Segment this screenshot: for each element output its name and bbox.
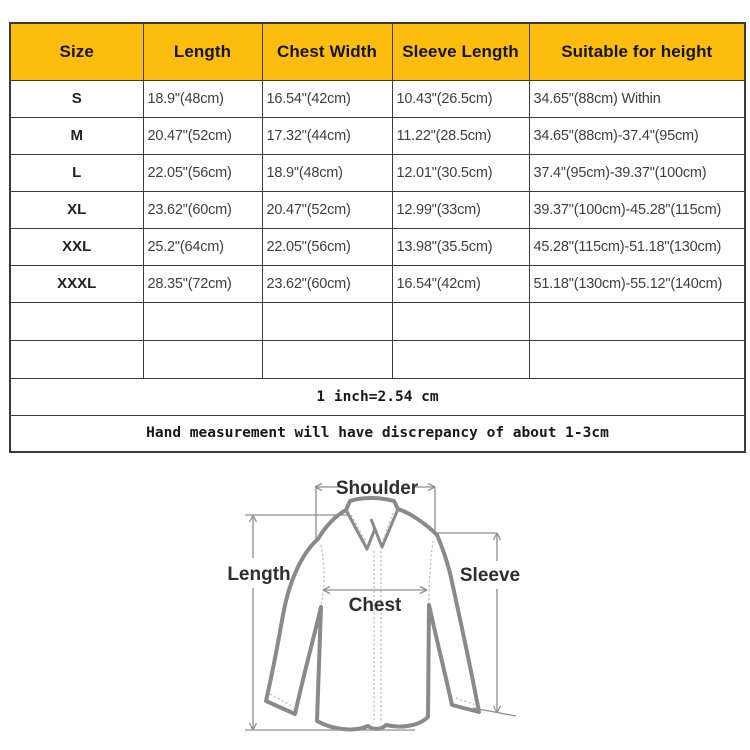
empty-cell — [10, 302, 143, 340]
chest-width-value: 17.32"(44cm) — [262, 117, 392, 154]
shirt-diagram-canvas — [0, 455, 750, 750]
height-range-value: 37.4"(95cm)-39.37"(100cm) — [529, 154, 745, 191]
empty-cell — [10, 340, 143, 378]
table-row-xxl — [10, 228, 745, 265]
table-row-xl — [10, 191, 745, 228]
table-row-empty — [10, 340, 745, 378]
shoulder-label: Shoulder — [335, 478, 419, 499]
shirt-measurement-diagram — [0, 455, 750, 750]
chest-width-value: 20.47"(52cm) — [262, 191, 392, 228]
inch-conversion-note: 1 inch=2.54 cm — [10, 378, 745, 415]
sleeve-length-value: 16.54"(42cm) — [392, 265, 529, 302]
table-row-l — [10, 154, 745, 191]
empty-cell — [143, 302, 262, 340]
note-row-measurement-discrepancy — [10, 415, 745, 452]
sleeve-length-value: 10.43"(26.5cm) — [392, 80, 529, 117]
sleeve-length-value: 11.22"(28.5cm) — [392, 117, 529, 154]
table-row-s — [10, 80, 745, 117]
size-value: XXXL — [10, 265, 143, 302]
size-value: XL — [10, 191, 143, 228]
sleeve-length-value: 13.98"(35.5cm) — [392, 228, 529, 265]
table-row-m — [10, 117, 745, 154]
size-value: S — [10, 80, 143, 117]
length-value: 20.47"(52cm) — [143, 117, 262, 154]
length-value: 22.05"(56cm) — [143, 154, 262, 191]
sleeve-label: Sleeve — [459, 565, 521, 586]
chest-width-value: 18.9"(48cm) — [262, 154, 392, 191]
height-range-value: 34.65"(88cm)-37.4"(95cm) — [529, 117, 745, 154]
note-row-inch-conversion — [10, 378, 745, 415]
length-value: 25.2"(64cm) — [143, 228, 262, 265]
height-range-value: 51.18"(130cm)-55.12"(140cm) — [529, 265, 745, 302]
chest-width-value: 16.54"(42cm) — [262, 80, 392, 117]
column-header-sleeve-length: Sleeve Length — [392, 23, 529, 80]
table-row-empty — [10, 302, 745, 340]
measurement-discrepancy-note: Hand measurement will have discrepancy of about 1-3cm — [10, 415, 745, 452]
sleeve-length-value: 12.99"(33cm) — [392, 191, 529, 228]
column-header-size: Size — [10, 23, 143, 80]
table-row-xxxl — [10, 265, 745, 302]
chest-width-value: 23.62"(60cm) — [262, 265, 392, 302]
empty-cell — [529, 340, 745, 378]
chest-label: Chest — [348, 595, 402, 616]
column-header-length: Length — [143, 23, 262, 80]
size-value: L — [10, 154, 143, 191]
empty-cell — [262, 302, 392, 340]
empty-cell — [392, 302, 529, 340]
size-value: XXL — [10, 228, 143, 265]
height-range-value: 45.28"(115cm)-51.18"(130cm) — [529, 228, 745, 265]
empty-cell — [529, 302, 745, 340]
length-value: 18.9"(48cm) — [143, 80, 262, 117]
empty-cell — [262, 340, 392, 378]
size-chart-table — [9, 22, 746, 453]
length-label: Length — [227, 564, 291, 585]
length-value: 28.35"(72cm) — [143, 265, 262, 302]
sleeve-length-value: 12.01"(30.5cm) — [392, 154, 529, 191]
column-header-chest-width: Chest Width — [262, 23, 392, 80]
table-header-row — [10, 23, 745, 80]
height-range-value: 34.65"(88cm) Within — [529, 80, 745, 117]
chest-width-value: 22.05"(56cm) — [262, 228, 392, 265]
empty-cell — [143, 340, 262, 378]
column-header-suitable-height: Suitable for height — [529, 23, 745, 80]
size-value: M — [10, 117, 143, 154]
length-value: 23.62"(60cm) — [143, 191, 262, 228]
height-range-value: 39.37"(100cm)-45.28"(115cm) — [529, 191, 745, 228]
empty-cell — [392, 340, 529, 378]
